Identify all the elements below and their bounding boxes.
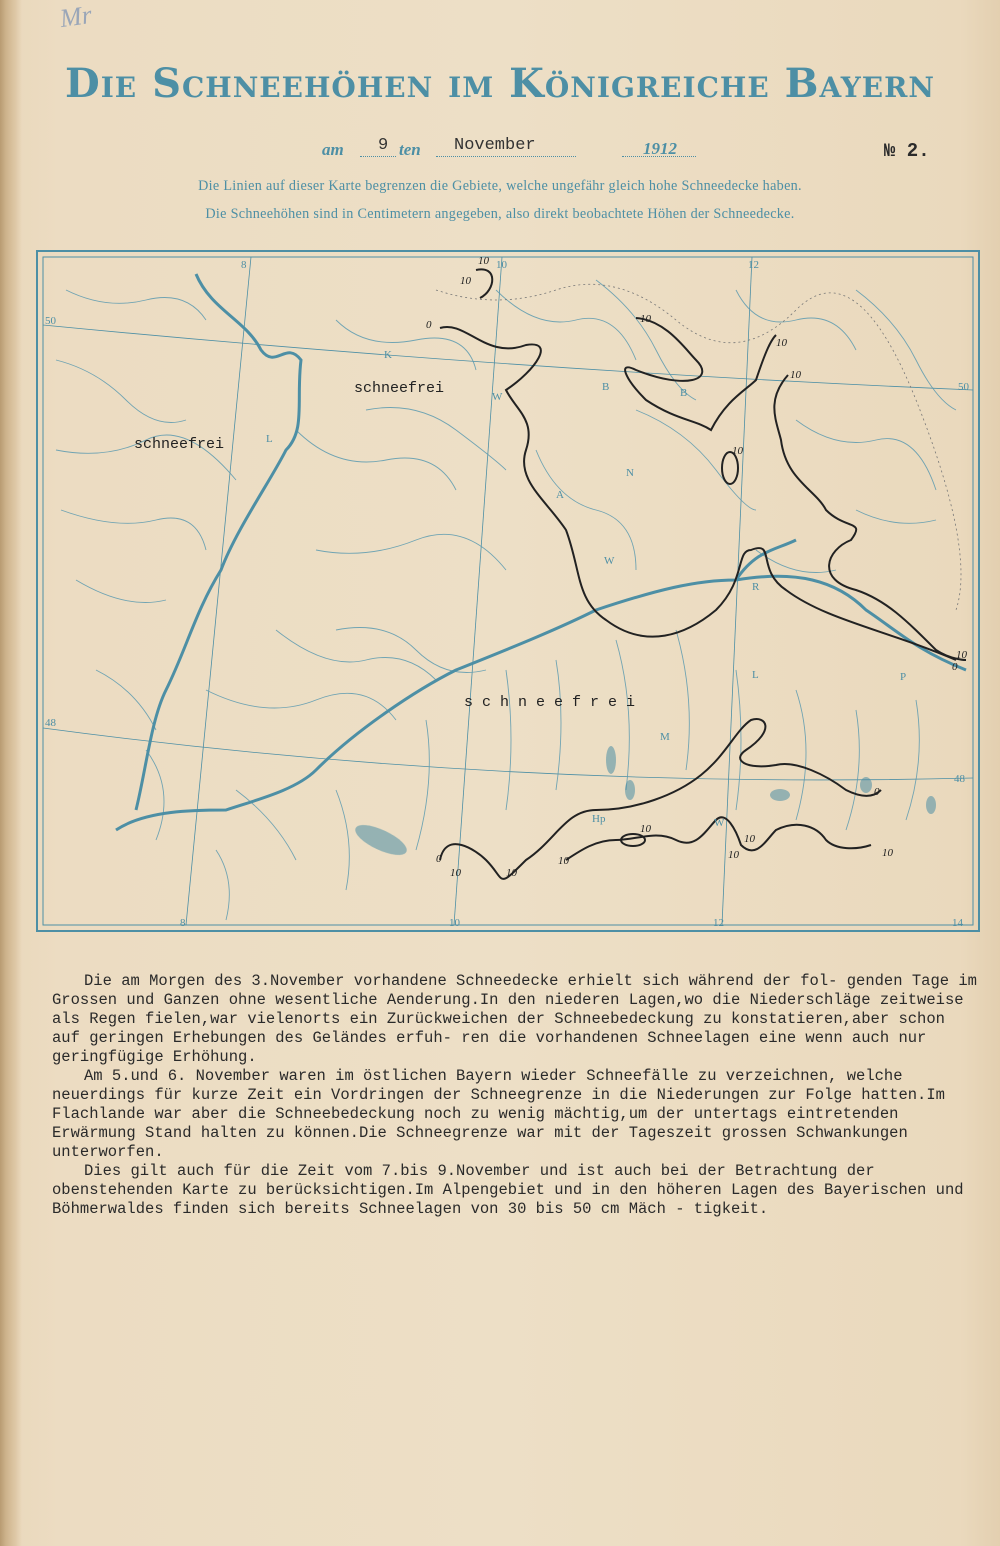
isoline-value: 10 [640, 823, 651, 835]
isoline-value: 10 [732, 445, 743, 457]
handwritten-stamp: Mr [58, 0, 94, 34]
date-day-suffix: ten [399, 140, 421, 159]
isoline-value: 10 [450, 867, 461, 879]
report-paragraph: Dies gilt auch für die Zeit vom 7.bis 9.November und ist auch bei der Betrachtung der obenstehenden Karte zu berücksichtigen.Im Alpengebiet und in den höheren Lagen des Bayerischen und Böhmerwaldes finden sich bereits Schneelagen von 30 bis 50 cm Mäch - tigkeit. [52, 1162, 964, 1218]
report-paragraph: Die am Morgen des 3.November vorhandene Schneedecke erhielt sich während der fol- genden Tage im Grossen und Ganzen ohne wesentliche Aenderung.In den niederen Lagen,wo die Niederschläge zeitweise als Regen fielen,war vielenorts ein Zurückweichen der Schneebedeckung zu konstatieren,aber schon auf geringen Erhebungen des Geländes erfuh- ren die vorhandenen Schneelagen eine wenn auch nur geringfügige Erhöhung. [52, 972, 977, 1066]
snow-isolines [440, 269, 966, 879]
isoline-value: 10 [506, 867, 517, 879]
graticule [43, 257, 973, 925]
meridian-12 [722, 257, 752, 925]
page-title: Die Schneehöhen im Königreiche Bayern [65, 60, 935, 107]
town-label: M [660, 731, 670, 743]
isoline-value: 10 [460, 275, 471, 287]
date-line [0, 136, 1000, 162]
date-prefix: am [322, 140, 344, 159]
town-label: L [266, 433, 273, 445]
lake [351, 819, 410, 861]
town-label: K [384, 349, 392, 361]
meridian-10 [454, 257, 502, 925]
town-label: W [714, 817, 725, 829]
map-svg [36, 250, 980, 932]
town-label: B [602, 381, 610, 393]
meridian-8 [186, 257, 251, 925]
parallel-50 [43, 325, 973, 390]
map-inner-frame [43, 257, 973, 925]
lat-label-right: 50 [958, 381, 969, 393]
lon-label-top: 8 [241, 259, 247, 271]
lat-label-right: 48 [954, 773, 965, 785]
isoline-value: 10 [558, 855, 569, 867]
isoline-value: 10 [728, 849, 739, 861]
lon-label-bottom: 12 [713, 917, 724, 929]
month-dots [436, 156, 576, 157]
date-month: November [454, 136, 536, 155]
town-label: P [900, 671, 907, 683]
parallel-48 [43, 728, 973, 780]
town-label: W [604, 555, 615, 567]
map-outer-frame [37, 251, 979, 931]
lat-label-left: 48 [45, 717, 56, 729]
isoline-10-top [476, 269, 492, 298]
isoline-value: 10 [882, 847, 893, 859]
report-text [52, 972, 982, 1219]
lake [860, 777, 872, 793]
isoline-value: 10 [744, 833, 755, 845]
isoline-10-east [774, 375, 966, 660]
caption-line-1: Die Linien auf dieser Karte begrenzen die Gebiete, welche ungefähr gleich hohe Schneedecke haben. [198, 178, 802, 194]
town-label: A [556, 489, 564, 501]
date-day: 9 [378, 136, 389, 155]
town-label: N [626, 467, 634, 479]
isoline-value: 0 [874, 786, 880, 798]
isoline-value: 10 [478, 255, 489, 267]
lake [625, 780, 635, 800]
snow-map [36, 250, 980, 932]
town-label: L [752, 669, 759, 681]
isoline-value: 0 [952, 661, 958, 673]
isoline-value: 10 [640, 313, 651, 325]
town-label: R [752, 581, 760, 593]
lon-label-top: 10 [496, 259, 507, 271]
main-rivers [116, 274, 966, 830]
report-paragraph: Am 5.und 6. November waren im östlichen Bayern wieder Schneefälle zu verzeichnen, welche neuerdings für kurze Zeit ein Vordringen der Schneegrenze in die Niederungen zur Folge hatten.Im Flachlande war aber die Schneebedeckung noch zu wenig mächtig,um der untertags eintretenden Erwärmung Stand halten zu können.Die Schneegrenze war mit der Tageszeit grossen Schwankungen unterworfen. [52, 1067, 945, 1161]
isoline-value: 10 [776, 337, 787, 349]
minor-rivers [56, 280, 956, 920]
sheet-number: № 2. [884, 140, 930, 162]
caption-line-2: Die Schneehöhen sind in Centimetern angegeben, also direkt beobachtete Höhen der Schneedecke. [205, 206, 795, 222]
isoline-value: 10 [790, 369, 801, 381]
town-label: B [680, 387, 688, 399]
town-label: Hp [592, 813, 606, 825]
isoline-0-south [440, 719, 881, 879]
isoline-value: 10 [956, 649, 967, 661]
lake [926, 796, 936, 814]
region-label-west: schneefrei [134, 436, 225, 453]
region-label-south: s c h n e e f r e i [464, 694, 636, 711]
lat-label-left: 50 [45, 315, 56, 327]
river-main-rhine [136, 274, 301, 810]
lon-label-bottom: 14 [952, 917, 963, 929]
lake [770, 789, 790, 801]
lake [606, 746, 616, 774]
date-year: 1912 [643, 139, 677, 158]
isoline-value: 0 [426, 319, 432, 331]
lon-label-bottom: 10 [449, 917, 460, 929]
isoline-value: 0 [436, 853, 442, 865]
town-label: W [492, 391, 503, 403]
binding-edge [0, 0, 22, 1546]
region-label-north: schneefrei [354, 380, 445, 397]
date-dots [360, 156, 396, 157]
lon-label-bottom: 8 [180, 917, 186, 929]
state-border [436, 284, 961, 610]
lon-label-top: 12 [748, 259, 759, 271]
